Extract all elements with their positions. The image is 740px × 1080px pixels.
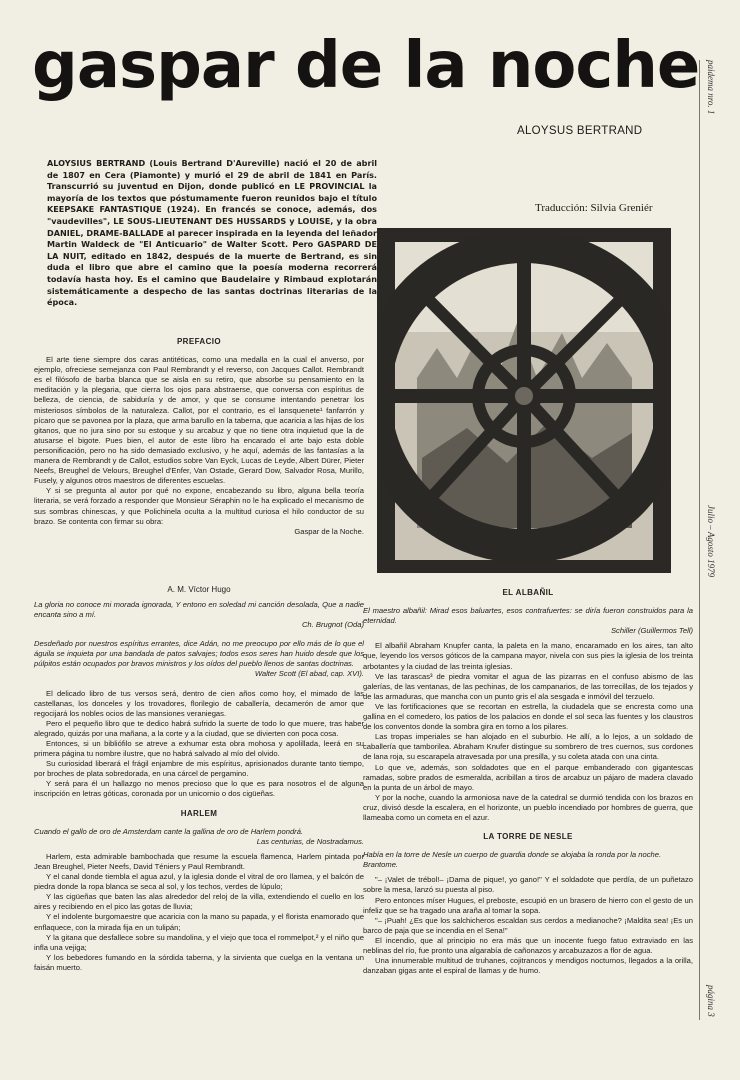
margin-rule xyxy=(699,60,700,1020)
issue-label: paidema nro. 1 xyxy=(706,60,716,115)
albanil-paragraph-2: Ve las tarascas³ de piedra vomitar el agua de las pizarras en el confuso abismo de las galerías, de las ventanas, de las pechinas, de los campanarios, de las torrecillas, de los tejados y de las armaduras, que mancha con un punto gris el ala sesgada e inmóvil del terzuelo. xyxy=(363,671,693,701)
date-label: Julio – Agosto 1979 xyxy=(706,505,716,578)
nesle-paragraph-3: "– ¡Puah! ¿Es que los salchicheros escaldan sus cerdos a medianoche? ¡Maldita sea! ¡Es un barco de paja que se incendia en el Sena!" xyxy=(363,915,693,935)
harlem-paragraph-5: Y la gitana que desfallece sobre su mandolina, y el viejo que toca el rommelpot,² y el niño que infla una vejiga; xyxy=(34,932,364,952)
section-heading-albanil: EL ALBAÑIL xyxy=(502,588,554,597)
page-number: página 3 xyxy=(706,985,716,1017)
nesle-paragraph-1: "– ¡Valet de trébol!– ¡Dama de pique!, yo gano!" Y el soldadote que perdía, de un puñetazo sobre la mesa, lanzó su puesta al piso. xyxy=(363,875,693,895)
translator-credit: Traducción: Silvia Greniér xyxy=(535,202,653,214)
right-column xyxy=(363,588,693,976)
harlem-epigraph: Cuando el gallo de oro de Amsterdam cante la gallina de oro de Harlem pondrá. xyxy=(34,826,304,836)
harlem-paragraph-6: Y los bebedores fumando en la sórdida taberna, y la sirvienta que cuelga en la ventana un faisán muerto. xyxy=(34,952,364,972)
rose-window-illustration xyxy=(377,228,671,573)
dedication-quote-source: Walter Scott (El abad, cap. XVI). xyxy=(254,669,364,679)
harlem-epigraph-source: Las centurias, de Nostradamus. xyxy=(256,836,364,846)
page-title: gaspar de la noche xyxy=(32,29,700,103)
harlem-paragraph-4: Y el indolente burgomaestre que acaricia con la mano su papada, y el florista enamorado que enflaquece, con la mirada fija en un tulipán; xyxy=(34,912,364,932)
albanil-epigraph: El maestro albañil: Mirad esos baluartes, esos contrafuertes: se diría fueron construidos para la eternidad. xyxy=(363,606,693,626)
prefacio-paragraph-2: Y si se pregunta al autor por qué no expone, encabezando su libro, alguna bella teoría literaria, se verá forzado a responder que Monsieur Séraphin no le ha explicado el mecanismo de sus sombras chinescas, y que Polichinela oculta a la multitud curiosa el hilo conductor de su brazo. Se contenta con firmar su obra: xyxy=(34,486,364,526)
harlem-paragraph-1: Harlem, esta admirable bambochada que resume la escuela flamenca, Harlem pintada por Jean Breughel, Pieter Neefs, David Téniers y Paul Rembrandt. xyxy=(34,851,364,871)
albanil-paragraph-6: Y por la noche, cuando la armoniosa nave de la catedral se durmió tendida con los brazos en cruz, divisó desde la escalera, en el horizonte, un pueblo incendiado por hombres de guerra, que llameaba como un cometa en el azur. xyxy=(363,792,693,822)
dedication-paragraph-4: Su curiosidad liberará el frágil enjambre de mis espíritus, aprisionados durante tanto tiempo, por broches de plata sobredorada, en una cárcel de pergamino. xyxy=(34,759,364,779)
dedication-paragraph-5: Y será para él un hallazgo no menos precioso que lo que es para nosotros el de alguna inscripción en letras góticas, coronada por un unicornio o dos cigüeñas. xyxy=(34,779,364,799)
nesle-paragraph-2: Pero entonces míser Hugues, el preboste, escupió en un brasero de hierro con el gesto de un infeliz que se ha tragado una araña al tomar la sopa. xyxy=(363,895,693,915)
nesle-epigraph-source: Brantome. xyxy=(363,860,399,870)
dedication-paragraph-3: Entonces, si un bibliófilo se atreve a exhumar esta obra mohosa y apolillada, leerá en su primera página tu nombre ilustre, que no habrá salvado al mío del olvido. xyxy=(34,739,364,759)
prefacio-signature: Gaspar de la Noche. xyxy=(294,526,364,536)
intro-paragraph: ALOYSIUS BERTRAND (Louis Bertrand D'Aureville) nació el 20 de abril de 1807 en Cera (Piamonte) y murió el 29 de abril de 1841 en París. Transcurrió su juventud en Dijon, donde publicó en LE PROVINCIAL la mayoría de los textos que póstumamente fueron reunidos bajo el título KEEPSAKE FANTASTIQUE (1924). En francés se conoce, además, dos "vaudevilles", LE SOUS-LIEUTENANT DES HUSSARDS y LOUISE, y la obra DANIEL, DRAME-BALLADE al parecer inspirada en la leyenda del leñador Martin Waldeck de "El Anticuario" de Walter Scott. Pero GASPARD DE LA NUIT, editado en 1842, después de la muerte de Bertrand, es sin duda el libro que abre el camino que la poesía moderna recorrerá todavía hasta hoy. Es el camino que Baudelaire y Rimbaud explotarán sistemáticamente a despecho de las santas doctrinas literarias de la época. xyxy=(47,158,377,308)
nesle-paragraph-5: Una innumerable multitud de truhanes, cojitrancos y mendigos nocturnos, llegados a la orilla, danzaban gigas ante el espiral de llamas y de humo. xyxy=(363,956,693,976)
albanil-epigraph-source: Schiller (Guillermos Tell) xyxy=(610,626,693,636)
nesle-epigraph: Había en la torre de Nesle un cuerpo de guardia donde se alojaba la ronda por la noche. xyxy=(363,850,662,860)
dedication-verse-source: Ch. Brugnot (Oda) xyxy=(301,620,364,630)
albanil-paragraph-4: Las tropas imperiales se han alojado en el suburbio. He allí, a lo lejos, a un soldado de caballería que tamborilea. Abraham Knufer distingue su sombrero de tres cuernos, sus cordones de lana roja, su escarapela atravesada por una presilla, y su coleta atada con una cinta. xyxy=(363,732,693,762)
albanil-paragraph-3: Ve las fortificaciones que se recortan en estrella, la ciudadela que se encresta como una gallina en el comedero, los patios de los palacios en donde el sol seca las fuentes y los claustros de los conventos donde la sombra gira en torno a los pilares. xyxy=(363,701,693,732)
author-name: ALOYSUS BERTRAND xyxy=(517,125,643,137)
nesle-paragraph-4: El incendio, que al principio no era más que un inocente fuego fatuo extraviado en las neblinas del río, fue pronto una algarabía de cañonazos y arcabuzazos a flor de agua. xyxy=(363,935,693,955)
dedication-verse: La gloria no conoce mi morada ignorada, Y entono en soledad mi canción desolada, Que a nadie encanta sino a mí. xyxy=(34,599,364,619)
albanil-paragraph-1: El albañil Abraham Knupfer canta, la paleta en la mano, encaramado en los aires, tan alto que, leyendo los versos góticos de la campana mayor, nivela con sus pies la iglesia de los treinta arbotantes y la ciudad de las treinta iglesias. xyxy=(363,641,693,671)
harlem-paragraph-2: Y el canal donde tiembla el agua azul, y la iglesia donde el vitral de oro llamea, y el balcón de piedra donde la ropa blanca se seca al sol, y los techos, verdes de lúpulo; xyxy=(34,872,364,892)
dedication-paragraph-1: El delicado libro de tus versos será, dentro de cien años como hoy, el mimado de las castellanas, los donceles y los trovadores, florilegio de caballería, decamerón de amor que regocijará los nobles ocios de las mansiones veraniegas. xyxy=(34,688,364,718)
albanil-paragraph-5: Lo que ve, además, son soldadotes que en el parque embanderado con gigantescas ramadas, sobre prados de esmeralda, acribillan a tiros de arcabuz un pájaro de madera clavado en la punta de un árbol de mayo. xyxy=(363,762,693,792)
section-heading-harlem: HARLEM xyxy=(180,808,218,818)
dedication-heading: A. M. Víctor Hugo xyxy=(167,584,231,594)
section-heading-torre-nesle: LA TORRE DE NESLE xyxy=(483,832,573,842)
harlem-paragraph-3: Y las cigüeñas que baten las alas alrededor del reloj de la villa, extendiendo el cuello en los aires y recibiendo en el pico las gotas de lluvia; xyxy=(34,892,364,912)
dedication-paragraph-2: Pero el pequeño libro que te dedico habrá sufrido la suerte de todo lo que muere, tras haber alegrado, quizás por una mañana, a la corte y a la ciudad, que se divierten con poca cosa. xyxy=(34,718,364,738)
prefacio-paragraph-1: El arte tiene siempre dos caras antitéticas, como una medalla en la cual el anverso, por ejemplo, ofreciese semejanza con Paul Rembrandt y el reverso, con Jacques Callot. Rembrandt es el filósofo de barba blanca que se aisla en su retiro, que absorbe su pensamiento en la meditación y la plegaria, que cierra los ojos para abstraerse, que conversa con espíritus de belleza, de ciencia, de sabiduría y de amor, y que se consume intentando penetrar los misteriosos símbolos de la naturaleza. Callot, por el contrario, es el lansquenete¹ fanfarrón y pícaro que se pavonea por la plaza, que arma barullo en la taberna, que acaricia a las hijas de los gitanos, que no jura sino por su estoque y su arcabuz y que no tiene otra inquietud que la de atusarse el bigote. Pues bien, el autor de este libro ha encarado el arte bajo esta doble personificación, pero no ha sido demasiado exclusivo, y he aquí, además de las fantasías a la manera de Rembrandt y de Callot, estudios sobre Van Eyck, Lucas de Leyde, Albert Dürer, Pieter Neefs, Breughel de Velours, Breughel d'Enfer, Van Ostade, Gerard Dow, Salvador Rosa, Murillo, Fusely, y algunos otros maestros de diferentes escuelas. xyxy=(34,355,364,486)
left-column xyxy=(34,337,364,973)
dedication-quote: Desdeñado por nuestros espíritus errantes, dice Adán, no me preocupo por ello más de lo que el águila se inquieta por una bandada de patos salvajes; todos esos seres han huido desde que los púlpitos están ocupados por bravos ministros y los oídos del pueblo llenos de santas doctrinas. xyxy=(34,639,364,669)
section-heading-prefacio: PREFACIO xyxy=(176,337,222,346)
